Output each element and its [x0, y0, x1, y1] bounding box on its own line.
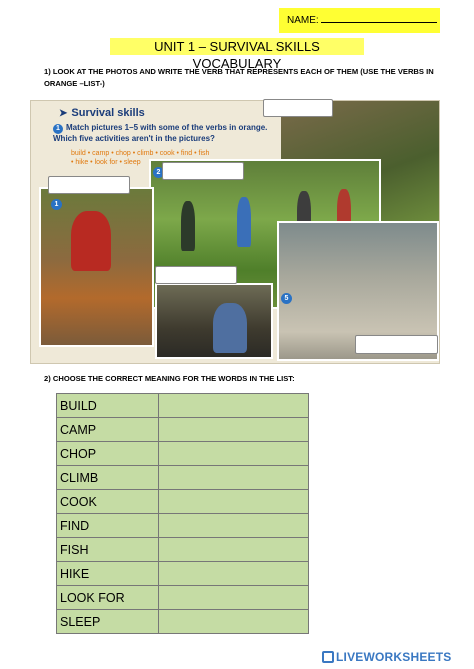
- person-figure: [71, 211, 111, 271]
- brand-text: LIVEWORKSHEETS: [336, 650, 452, 664]
- vocab-word: HIKE: [57, 562, 159, 586]
- book-heading: [59, 107, 145, 119]
- meaning-cell[interactable]: [159, 610, 309, 634]
- table-row: [57, 514, 309, 538]
- book-heading-text: Survival skills: [71, 107, 145, 119]
- brand-footer: [322, 650, 451, 664]
- table-row: [57, 562, 309, 586]
- meaning-cell[interactable]: [159, 514, 309, 538]
- photo-number-badge: 2: [153, 167, 164, 178]
- page-title: UNIT 1 – SURVIVAL SKILLS VOCABULARY: [110, 38, 364, 55]
- vocab-word: LOOK FOR: [57, 586, 159, 610]
- instruction-1: 1) LOOK AT THE PHOTOS AND WRITE THE VERB THAT REPRESENTS EACH OF THEM (USE THE VERBS IN ORANGE –LIST-): [44, 67, 434, 88]
- book-question: [53, 123, 293, 144]
- vocab-word: CLIMB: [57, 466, 159, 490]
- meaning-cell[interactable]: [159, 490, 309, 514]
- table-row: [57, 442, 309, 466]
- vocab-word: FISH: [57, 538, 159, 562]
- meaning-cell[interactable]: [159, 418, 309, 442]
- liveworksheets-logo-icon: [322, 651, 334, 663]
- hiker-figure: [237, 197, 251, 247]
- name-box: [279, 8, 440, 33]
- instruction-2: 2) CHOOSE THE CORRECT MEANING FOR THE WORDS IN THE LIST:: [44, 374, 295, 383]
- meaning-cell[interactable]: [159, 394, 309, 418]
- photo-number-badge: 1: [51, 199, 62, 210]
- name-input-line[interactable]: [321, 14, 437, 23]
- table-row: [57, 466, 309, 490]
- vocab-word: FIND: [57, 514, 159, 538]
- vocab-word: SLEEP: [57, 610, 159, 634]
- meaning-cell[interactable]: [159, 442, 309, 466]
- photo-number-badge: 5: [281, 293, 292, 304]
- answer-input[interactable]: [155, 266, 237, 284]
- name-label: NAME:: [287, 15, 322, 26]
- table-row: [57, 538, 309, 562]
- photo-fire: [39, 187, 154, 347]
- table-row: [57, 394, 309, 418]
- vocab-word: CAMP: [57, 418, 159, 442]
- answer-input[interactable]: [48, 176, 130, 194]
- vocab-word: CHOP: [57, 442, 159, 466]
- table-row: [57, 418, 309, 442]
- answer-input[interactable]: [162, 162, 244, 180]
- vocab-word: BUILD: [57, 394, 159, 418]
- answer-input[interactable]: [263, 99, 333, 117]
- meaning-cell[interactable]: [159, 586, 309, 610]
- hiker-figure: [181, 201, 195, 251]
- question-number-badge: 1: [53, 124, 63, 134]
- meaning-cell[interactable]: [159, 466, 309, 490]
- photo-cooking: [155, 283, 273, 359]
- book-question-text: Match pictures 1–5 with some of the verbs in orange. Which five activities aren't in the pictures?: [53, 123, 268, 143]
- vocab-word: COOK: [57, 490, 159, 514]
- table-row: [57, 490, 309, 514]
- table-row: [57, 610, 309, 634]
- table-row: [57, 586, 309, 610]
- answer-input[interactable]: [355, 335, 438, 354]
- vocabulary-table: [56, 393, 309, 634]
- book-verbs-list: build • camp • chop • climb • cook • find • fish • hike • look for • sleep: [71, 150, 210, 166]
- person-figure: [213, 303, 247, 353]
- photo-panel: [30, 100, 440, 364]
- arrow-icon: ➤: [59, 108, 68, 119]
- meaning-cell[interactable]: [159, 562, 309, 586]
- meaning-cell[interactable]: [159, 538, 309, 562]
